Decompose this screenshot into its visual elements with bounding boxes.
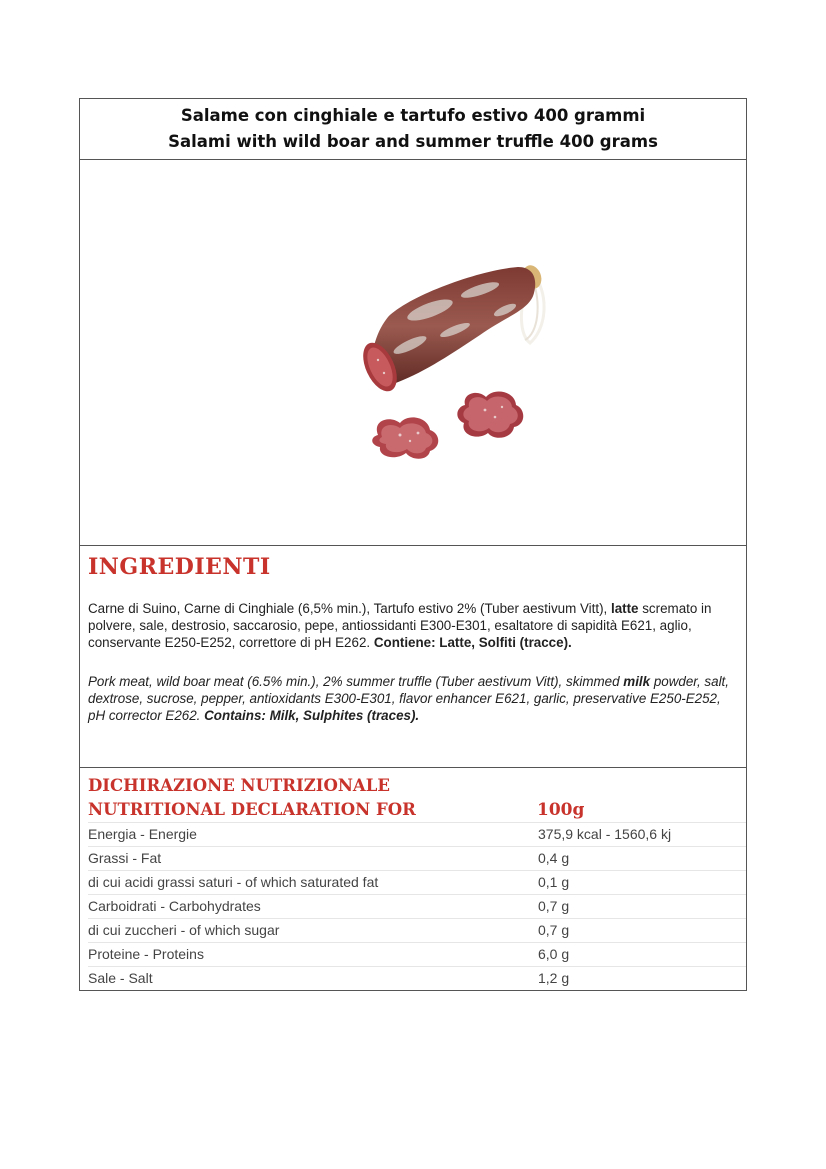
nutrient-label: di cui zuccheri - of which sugar	[88, 922, 280, 938]
ingredients-en-part1: Pork meat, wild boar meat (6.5% min.), 2% summer truffle (Tuber aestivum Vitt), skimmed	[88, 674, 624, 689]
ingredients-section	[80, 546, 746, 768]
table-row	[88, 942, 746, 966]
nutrient-value: 375,9 kcal - 1560,6 kj	[538, 826, 672, 842]
ingredients-en-contains: Contains: Milk, Sulphites (traces).	[204, 708, 420, 723]
table-row	[88, 966, 746, 990]
product-title-it: Salame con cinghiale e tartufo estivo 400 grammi	[180, 106, 646, 125]
ingredients-text-en	[88, 673, 738, 724]
ingredients-en-allergen-milk: milk	[623, 674, 651, 689]
nutrient-value: 0,7 g	[538, 898, 570, 914]
nutrient-label: Grassi - Fat	[88, 850, 162, 866]
ingredients-en-part2: powder, salt, dextrose, sucrose, pepper, antioxidants E300-E301, flavor enhancer E621, garlic, preservative E250-E252, pH corrector E262.	[88, 674, 729, 723]
nutrition-heading-it: DICHIRAZIONE NUTRIZIONALE	[88, 776, 390, 795]
salami-image	[280, 255, 550, 515]
product-title	[80, 99, 746, 160]
nutrient-value: 1,2 g	[538, 970, 570, 986]
nutrient-label: Carboidrati - Carbohydrates	[88, 898, 261, 914]
nutrient-label: Energia - Energie	[88, 826, 197, 842]
nutrition-table	[88, 822, 746, 990]
nutrient-label: Sale - Salt	[88, 970, 153, 986]
ingredients-heading: INGREDIENTI	[88, 554, 271, 580]
nutrition-header	[88, 768, 746, 822]
table-row	[88, 918, 746, 942]
ingredients-text-it	[88, 600, 738, 651]
product-image-area	[80, 160, 746, 546]
nutrient-value: 0,1 g	[538, 874, 570, 890]
ingredients-it-contains: Contiene: Latte, Solfiti (tracce).	[373, 635, 572, 650]
nutrient-label: di cui acidi grassi saturi - of which saturated fat	[88, 874, 379, 890]
table-row	[88, 822, 746, 846]
ingredients-it-part1: Carne di Suino, Carne di Cinghiale (6,5% min.), Tartufo estivo 2% (Tuber aestivum Vitt),	[88, 601, 611, 616]
ingredients-it-part2: scremato in polvere, sale, destrosio, saccarosio, pepe, antiossidanti E300-E301, esaltatore di sapidità E621, aglio, conservante E250-E252, correttore di pH E262.	[88, 601, 712, 650]
table-row	[88, 894, 746, 918]
product-title-en: Salami with wild boar and summer truffle 400 grams	[168, 132, 658, 151]
nutrition-heading-en: NUTRITIONAL DECLARATION FOR	[88, 800, 416, 819]
nutrient-value: 0,4 g	[538, 850, 570, 866]
nutrition-section	[80, 768, 746, 990]
nutrient-label: Proteine - Proteins	[88, 946, 204, 962]
nutrient-value: 0,7 g	[538, 922, 570, 938]
nutrient-value: 6,0 g	[538, 946, 570, 962]
product-sheet	[79, 98, 747, 991]
table-row	[88, 870, 746, 894]
ingredients-it-allergen-milk: latte	[610, 601, 639, 616]
nutrition-column-header: 100g	[537, 800, 585, 820]
table-row	[88, 846, 746, 870]
